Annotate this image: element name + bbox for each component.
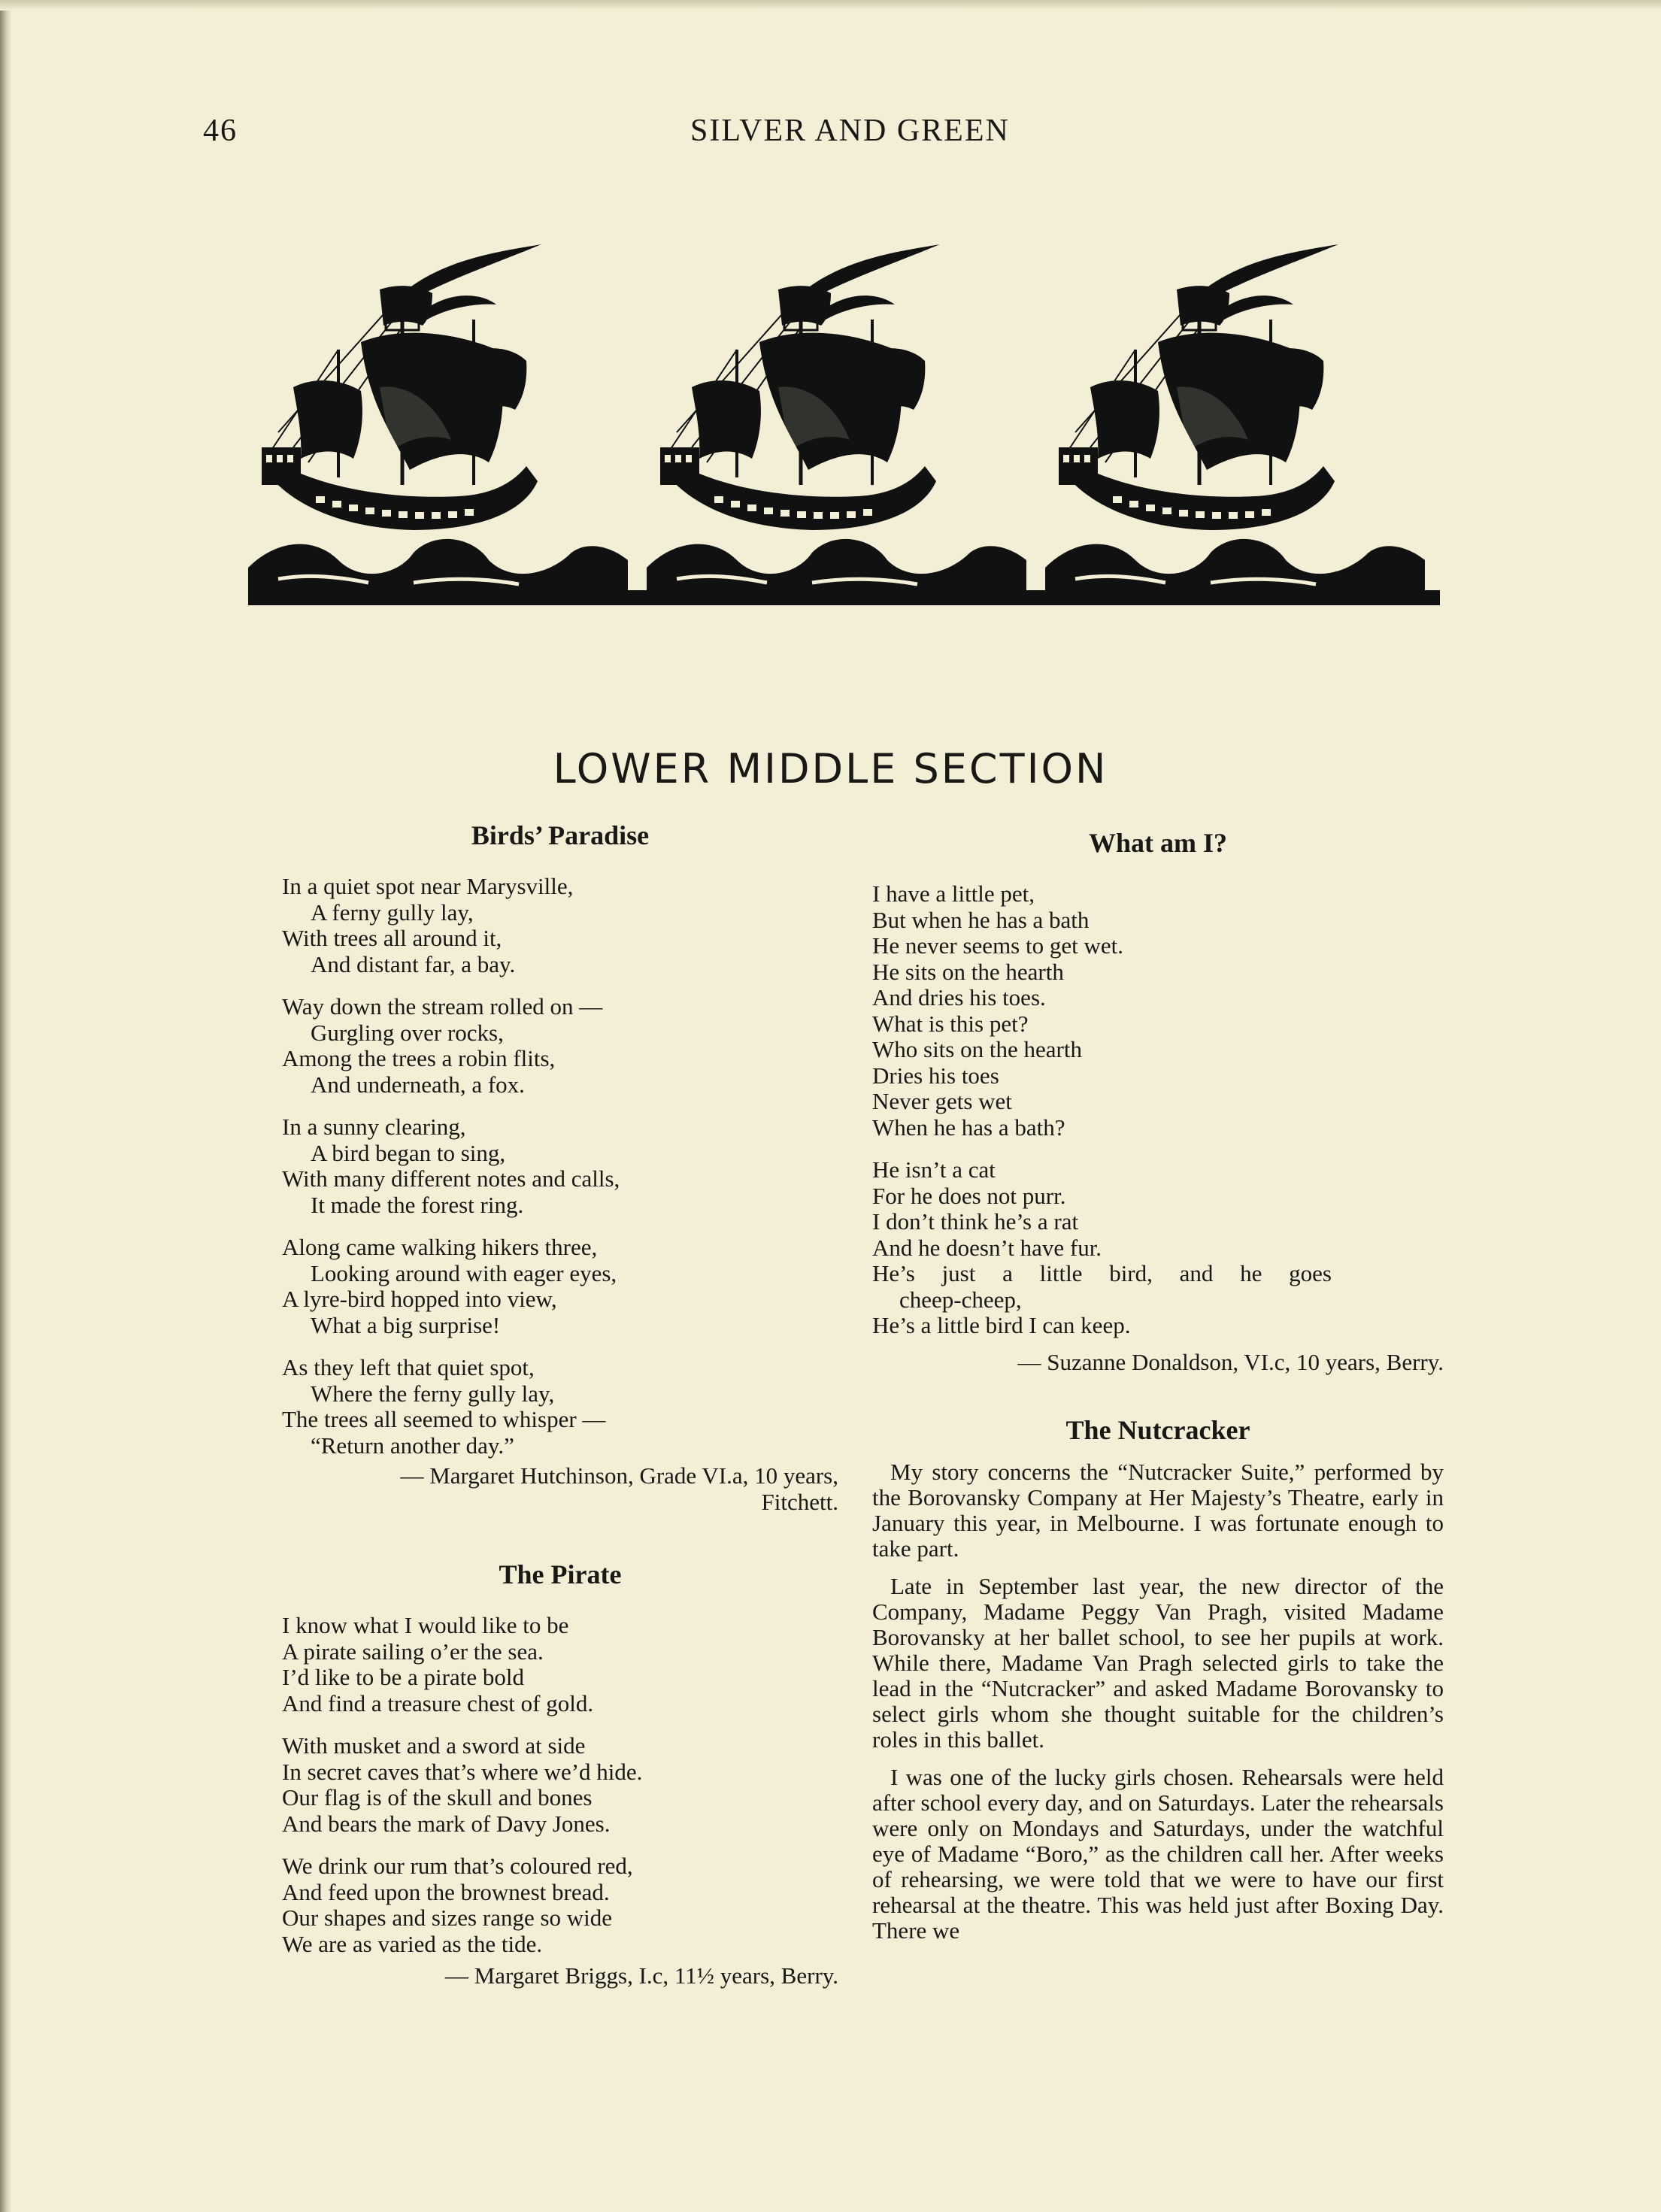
poem-line: He never seems to get wet.	[872, 932, 1123, 959]
poem-line: In a sunny clearing,	[282, 1114, 466, 1140]
poem-line: He’s just a little bird, and he goes	[872, 1260, 1332, 1286]
poem-line: It made the forest ring.	[311, 1191, 524, 1218]
poem-line: A lyre-bird hopped into view,	[282, 1286, 557, 1312]
poem-line: Who sits on the hearth	[872, 1036, 1082, 1062]
stanza	[282, 1235, 838, 1338]
stanza	[282, 1733, 838, 1837]
poem-line: He isn’t a cat	[872, 1156, 996, 1183]
poem-line: We are as varied as the tide.	[282, 1930, 543, 1957]
poem-line: And underneath, a fox.	[311, 1071, 525, 1098]
poem-line: “Return another day.”	[311, 1432, 514, 1459]
running-head	[203, 113, 1632, 158]
poem-line: When he has a bath?	[872, 1114, 1065, 1141]
poem-line: He’s a little bird I can keep.	[872, 1312, 1131, 1338]
poem-line: In secret caves that’s where we’d hide.	[282, 1758, 643, 1785]
poem-line: And feed upon the brownest bread.	[282, 1878, 610, 1905]
author-byline: — Margaret Briggs, I.c, 11½ years, Berry.	[444, 1962, 838, 1989]
poem-line: With musket and a sword at side	[282, 1732, 586, 1759]
poem-line: In a quiet spot near Marysville,	[282, 873, 574, 899]
poem-line: cheep-cheep,	[899, 1286, 1022, 1313]
stanza	[872, 1157, 1444, 1339]
poem-line: Never gets wet	[872, 1088, 1012, 1114]
article-paragraph: My story concerns the “Nutcracker Suite,” performed by the Borovansky Company at Her Majesty’s Theatre, early in January this year, in Melbourne. I was fortunate enough to take part.	[872, 1459, 1444, 1562]
poem-title-birds-paradise: Birds’ Paradise	[471, 820, 650, 850]
stanza	[282, 994, 838, 1098]
poem-line: And he doesn’t have fur.	[872, 1234, 1102, 1261]
poem-line: The trees all seemed to whisper —	[282, 1406, 606, 1432]
poem-line: I have a little pet,	[872, 880, 1035, 907]
poem-line: But when he has a bath	[872, 906, 1090, 933]
stanza	[872, 881, 1444, 1141]
poem-line: What is this pet?	[872, 1010, 1029, 1037]
poem-line: We drink our rum that’s coloured red,	[282, 1853, 633, 1879]
poem-line: And distant far, a bay.	[311, 950, 516, 977]
poem-line: As they left that quiet spot,	[282, 1354, 535, 1380]
poem-line: And find a treasure chest of gold.	[282, 1689, 594, 1717]
poem-line: Along came walking hikers three,	[282, 1234, 598, 1260]
page-number: 46	[203, 114, 238, 148]
stanza	[282, 874, 838, 977]
author-byline: — Suzanne Donaldson, VI.c, 10 years, Berry.	[1017, 1348, 1444, 1375]
stanza	[282, 1853, 838, 1957]
poem-line: For he does not purr.	[872, 1182, 1066, 1209]
author-byline-cont: Fitchett.	[761, 1488, 838, 1515]
section-heading: LOWER MIDDLE SECTION	[553, 745, 1108, 793]
poem-line: A bird began to sing,	[311, 1139, 506, 1166]
stanza	[282, 1355, 838, 1459]
poem-line: Dries his toes	[872, 1062, 999, 1089]
poem-line: Our flag is of the skull and bones	[282, 1784, 593, 1811]
poem-line: And bears the mark of Davy Jones.	[282, 1810, 611, 1837]
stanza	[282, 1613, 838, 1717]
poem-line: A ferny gully lay,	[311, 898, 474, 926]
poem-title-what-am-i: What am I?	[1088, 828, 1227, 858]
journal-title: SILVER AND GREEN	[690, 114, 1010, 148]
poem-line: What a big surprise!	[311, 1311, 501, 1338]
poem-title-pirate: The Pirate	[499, 1559, 622, 1589]
poem-line: I’d like to be a pirate bold	[282, 1664, 524, 1690]
poem-line: And dries his toes.	[872, 984, 1046, 1011]
poem-line: I don’t think he’s a rat	[872, 1208, 1079, 1235]
stanza	[282, 1114, 838, 1218]
right-column	[872, 827, 1444, 1956]
poem-line: With many different notes and calls,	[282, 1165, 620, 1192]
three-galleons-illustration	[248, 237, 1440, 605]
poem-line: Gurgling over rocks,	[311, 1019, 504, 1046]
poem-line: Looking around with eager eyes,	[311, 1259, 617, 1286]
poem-line: Among the trees a robin flits,	[282, 1045, 556, 1071]
poem-line: A pirate sailing o’er the sea.	[282, 1638, 544, 1665]
poem-line: He sits on the hearth	[872, 958, 1064, 985]
page-top-shadow	[0, 0, 1661, 11]
page-edge-shadow	[0, 0, 12, 2212]
left-column	[282, 820, 838, 1989]
poem-line: I know what I would like to be	[282, 1612, 569, 1638]
article-title-nutcracker: The Nutcracker	[1065, 1415, 1250, 1445]
author-byline: — Margaret Hutchinson, Grade VI.a, 10 years,	[400, 1462, 838, 1489]
poem-line: Where the ferny gully lay,	[311, 1380, 555, 1407]
article-paragraph: I was one of the lucky girls chosen. Rehearsals were held after school every day, and on Saturdays. Later the rehearsals were only on Mondays and Saturdays, under the watchful eye of Madame “Boro,” as the children call her. After weeks of rehearsing, we were told that we were to have our first rehearsal at the theatre. This was held just after Boxing Day. There we	[872, 1764, 1444, 1944]
article-paragraph: Late in September last year, the new director of the Company, Madame Peggy Van Pragh, visited Madame Borovansky at her ballet school, to see her pupils at work. While there, Madame Van Pragh selected girls to take the lead in the “Nutcracker” and asked Madame Borovansky to select girls whom she thought suitable for the children’s roles in this ballet.	[872, 1573, 1444, 1753]
poem-line: With trees all around it,	[282, 925, 502, 951]
poem-line: Way down the stream rolled on —	[282, 993, 603, 1020]
poem-line: Our shapes and sizes range so wide	[282, 1904, 613, 1931]
